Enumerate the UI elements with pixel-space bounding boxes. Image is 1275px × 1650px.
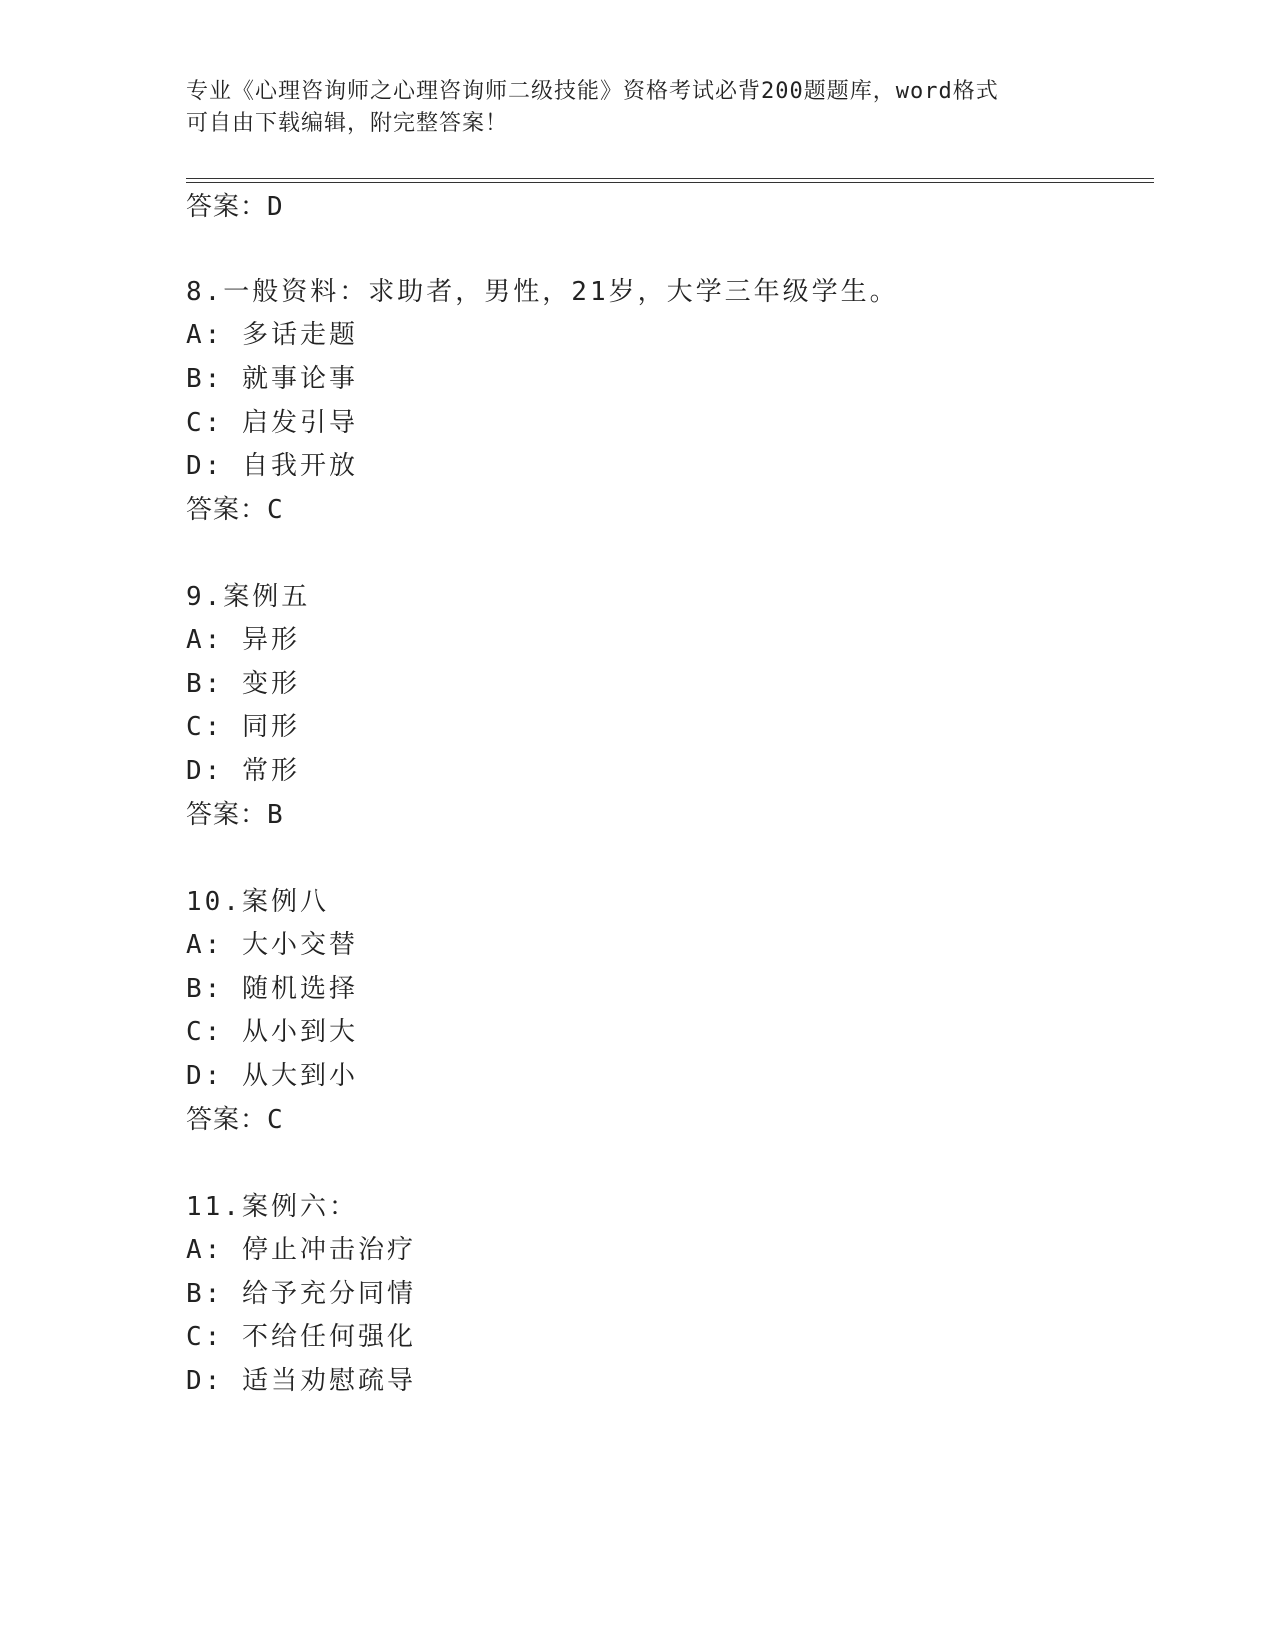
question-11-option-b: B: 给予充分同情 (186, 1279, 416, 1309)
question-8-option-d: D: 自我开放 (186, 451, 358, 481)
question-10-option-d: D: 从大到小 (186, 1061, 358, 1091)
question-10-option-a: A: 大小交替 (186, 930, 358, 960)
question-9-option-c: C: 同形 (186, 712, 300, 742)
question-8-option-a: A: 多话走题 (186, 320, 358, 350)
question-10-answer: 答案：C (186, 1105, 284, 1135)
question-8-option-b: B: 就事论事 (186, 364, 358, 394)
question-10-option-b: B: 随机选择 (186, 974, 358, 1004)
question-9-stem: 9.案例五 (186, 582, 311, 612)
question-9-option-a: A: 异形 (186, 625, 300, 655)
header-line-1: 专业《心理咨询师之心理咨询师二级技能》资格考试必背200题题库，word格式 (186, 79, 999, 104)
question-11-option-a: A: 停止冲击治疗 (186, 1235, 416, 1265)
question-10-stem: 10.案例八 (186, 887, 329, 917)
question-11-option-c: C: 不给任何强化 (186, 1322, 416, 1352)
question-8-stem: 8.一般资料：求助者，男性，21岁，大学三年级学生。 (186, 277, 899, 307)
question-11-stem: 11.案例六： (186, 1192, 358, 1222)
question-10-option-c: C: 从小到大 (186, 1017, 358, 1047)
previous-answer: 答案：D (186, 192, 284, 222)
question-9-option-b: B: 变形 (186, 669, 300, 699)
question-8-answer: 答案：C (186, 495, 284, 525)
document-header (186, 76, 1086, 140)
header-divider (186, 178, 1154, 183)
header-line-2: 可自由下载编辑，附完整答案！ (186, 111, 509, 136)
question-11-option-d: D: 适当劝慰疏导 (186, 1366, 416, 1396)
question-9-option-d: D: 常形 (186, 756, 300, 786)
question-9-answer: 答案：B (186, 800, 284, 830)
question-8-option-c: C: 启发引导 (186, 408, 358, 438)
document-page (186, 0, 1156, 1650)
